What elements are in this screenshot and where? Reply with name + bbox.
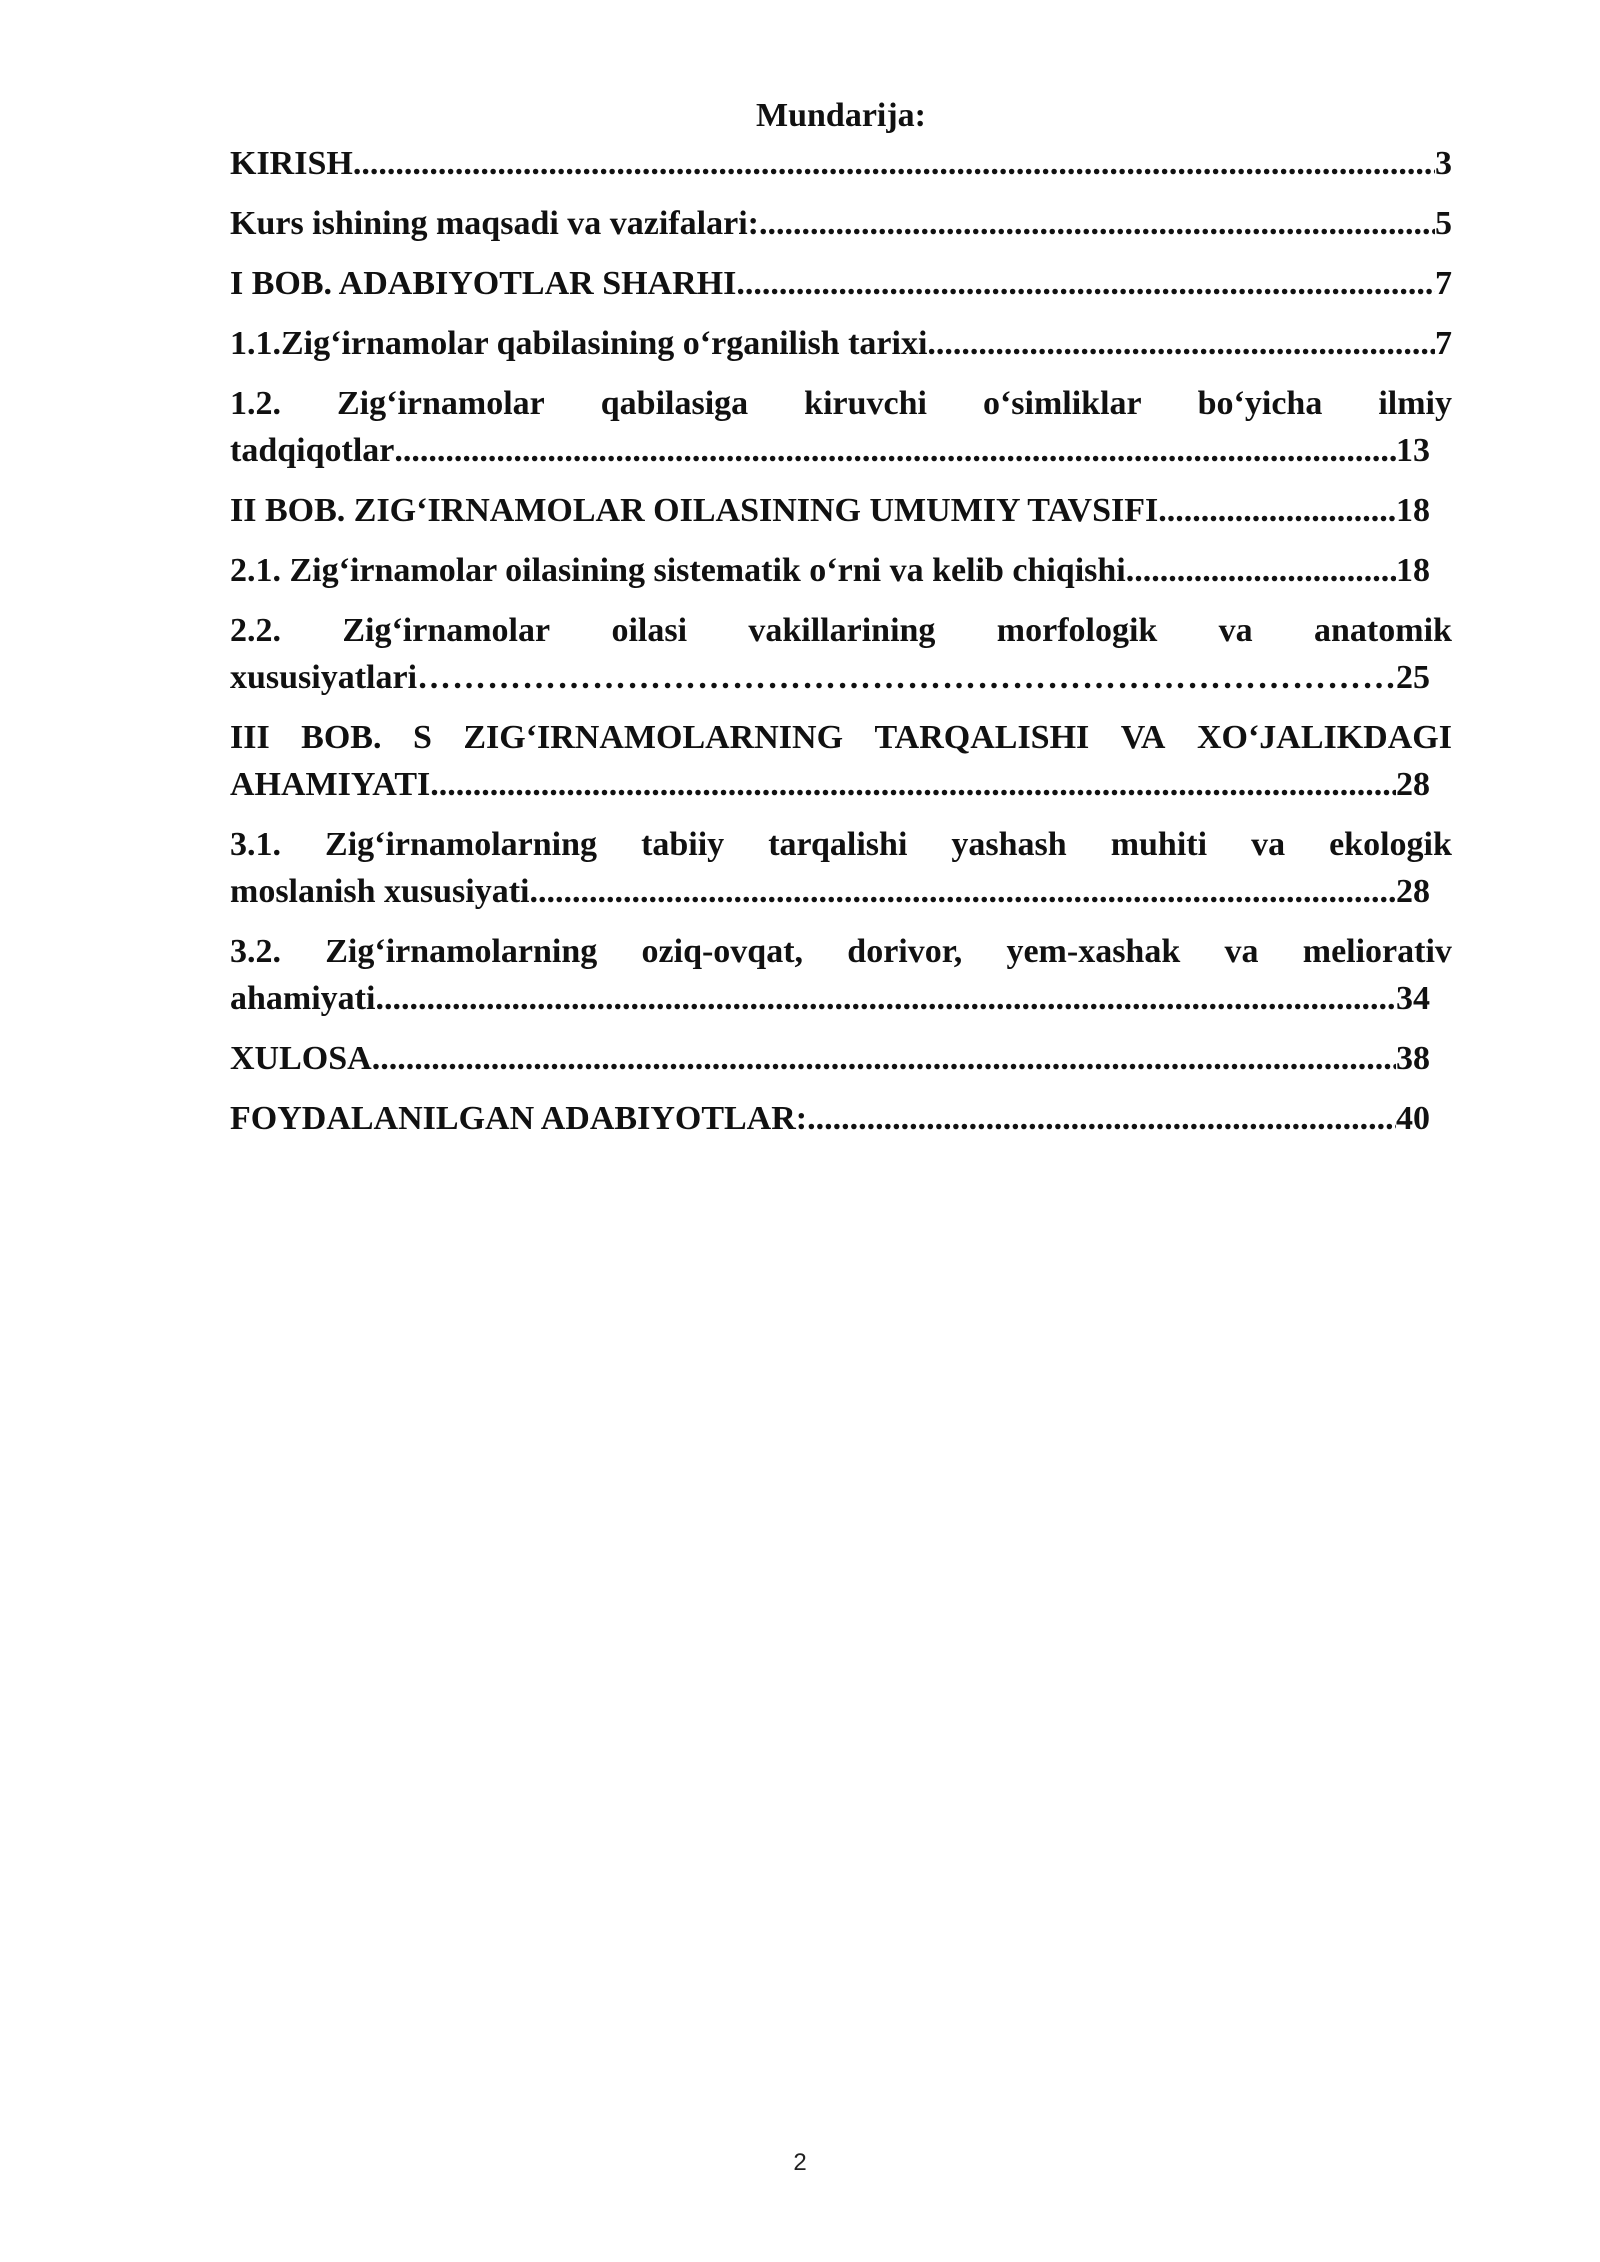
toc-entry-title: ahamiyati [230,980,376,1017]
toc-entry-page-number: 7 [1435,325,1452,362]
toc-entry-word: 2.2. [230,612,281,649]
toc-dot-leader [736,260,1435,307]
toc-entry-line [230,547,1430,594]
toc-entry-word: vakillarining [748,612,936,649]
toc-entry-word: meliorativ [1302,933,1452,970]
toc-entry[interactable] [230,928,1452,1022]
toc-entry-line [230,868,1430,915]
toc-entry-line [230,320,1452,367]
toc-entry[interactable] [230,260,1452,307]
toc-entry-title: Kurs ishining maqsadi va vazifalari: [230,205,759,242]
toc-dot-leader [417,654,1396,701]
toc-entry-title: XULOSA [230,1040,372,1077]
toc-dot-leader [1126,547,1396,594]
toc-entry-title: tadqiqotlar [230,432,395,469]
toc-entry-word: bo‘yicha [1197,385,1323,422]
toc-entry[interactable] [230,1095,1452,1142]
toc-entry-word: morfologik [996,612,1158,649]
toc-entry-word: Zig‘irnamolar [342,612,551,649]
toc-entry-word: va [1224,933,1259,970]
toc-entry[interactable] [230,380,1452,474]
toc-entry-first-line [230,380,1452,427]
toc-entry-title: xususiyatlari [230,659,418,696]
toc-entry-page-number: 40 [1396,1100,1430,1137]
toc-entry-word: 3.2. [230,933,281,970]
toc-entry-page-number: 28 [1396,873,1430,910]
toc-entry-word: tarqalishi [768,826,908,863]
toc-entry-word: yashash [951,826,1067,863]
toc-entry[interactable] [230,200,1452,247]
toc-entry-page-number: 25 [1396,659,1430,696]
toc-entry-word: dorivor, [847,933,963,970]
toc-entry-page-number: 13 [1396,432,1430,469]
toc-entry-word: BOB. [301,719,382,756]
toc-entry-word: o‘simliklar [982,385,1142,422]
toc-dot-leader [430,761,1396,808]
toc-entry-first-line [230,607,1452,654]
toc-entry-word: TARQALISHI [874,719,1090,756]
toc-entry-line [230,200,1452,247]
toc-dot-leader [353,140,1435,187]
toc-entry-line [230,260,1452,307]
toc-entry-word: kiruvchi [804,385,927,422]
toc-entry-word: oziq-ovqat, [641,933,804,970]
toc-entry-page-number: 3 [1435,145,1452,182]
toc-entry[interactable] [230,487,1452,534]
toc-entry-page-number: 5 [1435,205,1452,242]
toc-entry[interactable] [230,320,1452,367]
toc-entry-word: XO‘JALIKDAGI [1196,719,1452,756]
toc-entry-word: yem-xashak [1006,933,1181,970]
toc-entry-word: oilasi [611,612,688,649]
toc-entry-word: ZIG‘IRNAMOLARNING [463,719,844,756]
toc-entry-first-line [230,928,1452,975]
toc-entry-word: VA [1120,719,1166,756]
toc-title: Mundarija: [756,97,926,134]
toc-entry[interactable] [230,547,1452,594]
toc-entry-word: va [1251,826,1286,863]
toc-dot-leader [394,427,1396,474]
toc-entry-word: Zig‘irnamolarning [325,933,598,970]
toc-list [230,140,1452,1142]
toc-entry-word: S [412,719,432,756]
toc-entry[interactable] [230,140,1452,187]
toc-dot-leader [375,975,1396,1022]
toc-entry-word: tabiiy [641,826,725,863]
toc-dot-leader [759,200,1435,247]
toc-entry-word: ekologik [1329,826,1452,863]
toc-entry[interactable] [230,821,1452,915]
toc-dot-leader [530,868,1397,915]
toc-entry-line [230,654,1430,701]
toc-entry-line [230,1095,1430,1142]
toc-entry-title: AHAMIYATI [230,766,431,803]
toc-entry-word: qabilasiga [600,385,749,422]
toc-entry-page-number: 18 [1396,492,1430,529]
toc-entry-word: muhiti [1110,826,1208,863]
toc-entry-word: 1.2. [230,385,281,422]
toc-dot-leader [807,1095,1396,1142]
toc-entry-page-number: 34 [1396,980,1430,1017]
toc-entry[interactable] [230,714,1452,808]
toc-entry-title: 2.1. Zig‘irnamolar oilasining sistematik o‘rni va kelib chiqishi [230,552,1126,589]
toc-entry-line [230,140,1452,187]
toc-entry-line [230,427,1430,474]
toc-entry-word: Zig‘irnamolar [337,385,545,422]
toc-entry-first-line [230,821,1452,868]
toc-entry[interactable] [230,1035,1452,1082]
toc-entry-page-number: 18 [1396,552,1430,589]
toc-entry-word: 3.1. [230,826,281,863]
toc-entry-line [230,975,1430,1022]
toc-entry-title: KIRISH [230,145,353,182]
toc-entry-first-line [230,714,1452,761]
toc-entry-title: 1.1.Zig‘irnamolar qabilasining o‘rganilish tarixi [230,325,928,362]
toc-entry-title: FOYDALANILGAN ADABIYOTLAR: [230,1100,808,1137]
toc-entry-title: I BOB. ADABIYOTLAR SHARHI [230,265,737,302]
toc-entry-line [230,761,1430,808]
toc-entry-page-number: 28 [1396,766,1430,803]
toc-entry-word: Zig‘irnamolarning [325,826,598,863]
toc-dot-leader [1158,487,1396,534]
toc-dot-leader [927,320,1435,367]
toc-entry-line [230,1035,1430,1082]
table-of-contents [230,92,1452,1142]
toc-entry-word: anatomik [1314,612,1452,649]
toc-dot-leader [372,1035,1396,1082]
toc-entry-word: ilmiy [1378,385,1452,422]
toc-entry-page-number: 38 [1396,1040,1430,1077]
toc-entry[interactable] [230,607,1452,701]
page-number: 2 [793,2149,807,2176]
toc-entry-title: II BOB. ZIG‘IRNAMOLAR OILASINING UMUMIY TAVSIFI [230,492,1159,529]
toc-entry-word: III [230,719,270,756]
toc-entry-title: moslanish xususiyati [230,873,530,910]
toc-entry-word: va [1218,612,1253,649]
toc-entry-page-number: 7 [1435,265,1452,302]
toc-entry-line [230,487,1430,534]
